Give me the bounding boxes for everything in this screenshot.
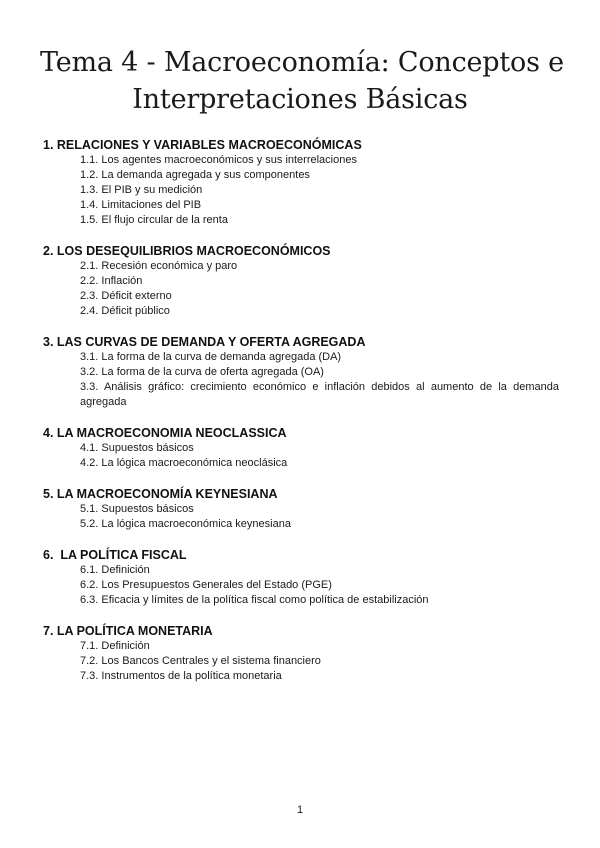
list-item: 6.1. Definición [80,564,150,576]
section-heading: 4. LA MACROECONOMIA NEOCLASSICA [43,426,287,440]
list-item: 5.2. La lógica macroeconómica keynesiana [80,518,291,530]
title-line-2: Interpretaciones Básicas [132,84,468,115]
section-heading: 1. RELACIONES Y VARIABLES MACROECONÓMICAS [43,138,362,152]
section-item-list [43,441,559,471]
list-item: 3.3. Análisis gráfico: crecimiento económico e inflación debidos al aumento de la demanda agregada [80,381,559,408]
section-heading: 7. LA POLÍTICA MONETARIA [43,624,213,638]
section-item-list [43,153,559,228]
list-item: 2.3. Déficit externo [80,290,172,302]
list-item: 7.1. Definición [80,640,150,652]
list-item: 6.2. Los Presupuestos Generales del Estado (PGE) [80,579,332,591]
document-title [40,44,564,118]
table-of-contents [43,137,559,684]
section-6 [43,547,559,623]
list-item: 4.2. La lógica macroeconómica neoclásica [80,457,288,469]
list-item: 5.1. Supuestos básicos [80,503,194,515]
section-item-list [43,259,559,319]
section-heading: 2. LOS DESEQUILIBRIOS MACROECONÓMICOS [43,244,331,258]
list-item: 2.1. Recesión económica y paro [80,260,238,272]
list-item: 1.4. Limitaciones del PIB [80,199,202,211]
section-item-list [43,350,559,410]
section-heading: 5. LA MACROECONOMÍA KEYNESIANA [43,487,278,501]
list-item: 7.3. Instrumentos de la política monetaria [80,670,282,682]
section-7 [43,623,559,684]
list-item: 1.5. El flujo circular de la renta [80,214,228,226]
section-4 [43,425,559,486]
list-item: 3.2. La forma de la curva de oferta agregada (OA) [80,366,324,378]
section-3 [43,334,559,425]
list-item: 1.3. El PIB y su medición [80,184,203,196]
list-item: 2.2. Inflación [80,275,143,287]
list-item: 3.1. La forma de la curva de demanda agregada (DA) [80,351,342,363]
list-item: 4.1. Supuestos básicos [80,442,194,454]
list-item: 7.2. Los Bancos Centrales y el sistema financiero [80,655,321,667]
section-item-list [43,502,559,532]
page-number: 1 [296,804,304,816]
list-item: 1.2. La demanda agregada y sus componentes [80,169,310,181]
section-2 [43,243,559,334]
section-1 [43,137,559,243]
section-heading: 6. LA POLÍTICA FISCAL [43,548,187,562]
title-line-1: Tema 4 - Macroeconomía: Conceptos e [40,47,564,78]
section-heading: 3. LAS CURVAS DE DEMANDA Y OFERTA AGREGADA [43,335,366,349]
section-item-list [43,639,559,684]
list-item: 1.1. Los agentes macroeconómicos y sus interrelaciones [80,154,357,166]
section-item-list [43,563,559,608]
section-5 [43,486,559,547]
list-item: 6.3. Eficacia y límites de la política fiscal como política de estabilización [80,594,429,606]
list-item: 2.4. Déficit público [80,305,170,317]
